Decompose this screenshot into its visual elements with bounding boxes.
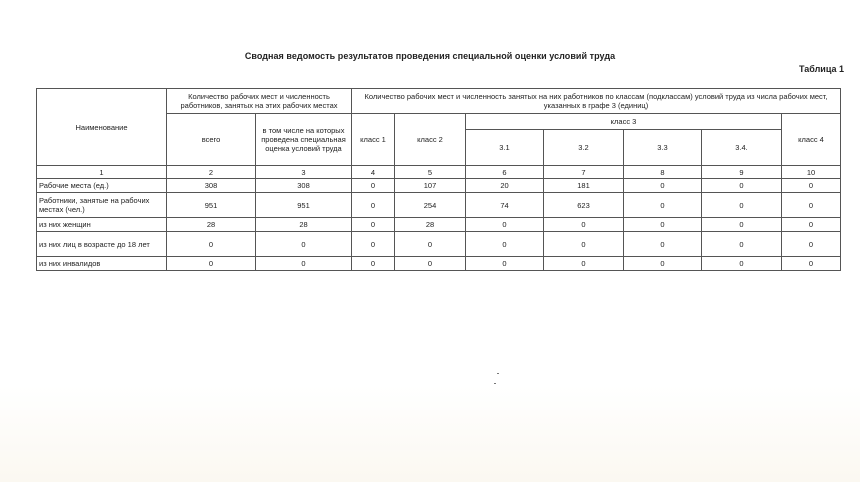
column-number: 1 [37,166,167,179]
column-number: 5 [395,166,466,179]
table-cell: 0 [624,232,702,257]
column-number: 9 [702,166,782,179]
header-class-1: класс 1 [352,114,395,166]
table-cell: 0 [544,232,624,257]
row-label: из них инвалидов [37,257,167,271]
row-label: из них женщин [37,218,167,232]
table-cell: 0 [352,179,395,193]
row-label: Рабочие места (ед.) [37,179,167,193]
table-cell: 0 [624,218,702,232]
table-cell: 254 [395,193,466,218]
header-class-2: класс 2 [395,114,466,166]
header-class-3: класс 3 [466,114,782,130]
table-cell: 0 [256,257,352,271]
table-cell: 0 [544,218,624,232]
column-number: 3 [256,166,352,179]
table-cell: 0 [782,232,841,257]
scan-speck [497,373,499,374]
table-cell: 0 [167,257,256,271]
table-cell: 0 [782,193,841,218]
header-sub-3-2: 3.2 [544,130,624,166]
table-cell: 0 [624,193,702,218]
scan-speck [494,383,496,384]
table-cell: 951 [256,193,352,218]
table-cell: 181 [544,179,624,193]
table-row [37,232,841,257]
table-number-label: Таблица 1 [798,64,844,74]
table-row [37,193,841,218]
table-cell: 0 [167,232,256,257]
column-number: 10 [782,166,841,179]
table-cell: 107 [395,179,466,193]
header-sub-3-3: 3.3 [624,130,702,166]
header-name: Наименование [37,89,167,166]
table-cell: 74 [466,193,544,218]
column-number: 4 [352,166,395,179]
table-cell: 0 [624,257,702,271]
summary-table [36,88,841,271]
column-number-row [37,166,841,179]
table-cell: 0 [702,257,782,271]
table-cell: 0 [624,179,702,193]
table-cell: 0 [352,193,395,218]
table-cell: 0 [466,232,544,257]
table-cell: 0 [702,193,782,218]
document-title: Сводная ведомость результатов проведения специальной оценки условий труда [244,51,616,61]
table-cell: 0 [352,232,395,257]
column-number: 6 [466,166,544,179]
table-cell: 0 [702,218,782,232]
header-class-4: класс 4 [782,114,841,166]
table-cell: 28 [395,218,466,232]
table-cell: 308 [167,179,256,193]
table-cell: 0 [466,257,544,271]
table-cell: 0 [702,232,782,257]
table-cell: 623 [544,193,624,218]
table-cell: 28 [167,218,256,232]
table-cell: 0 [782,218,841,232]
table-cell: 0 [395,257,466,271]
header-group-workplaces: Количество рабочих мест и численность работников, занятых на этих рабочих местах [167,89,352,114]
table-cell: 0 [702,179,782,193]
row-label: из них лиц в возрасте до 18 лет [37,232,167,257]
header-group-classes: Количество рабочих мест и численность занятых на них работников по классам (подклассам) условий труда из числа рабочих мест, указанных в графе 3 (единиц) [352,89,841,114]
table-cell: 28 [256,218,352,232]
header-sub-3-1: 3.1 [466,130,544,166]
table-cell: 308 [256,179,352,193]
column-number: 2 [167,166,256,179]
table-cell: 951 [167,193,256,218]
table-cell: 0 [352,218,395,232]
column-number: 7 [544,166,624,179]
table-row [37,179,841,193]
header-assessed: в том числе на которых проведена специальная оценка условий труда [256,114,352,166]
table-cell: 20 [466,179,544,193]
table-cell: 0 [352,257,395,271]
header-sub-3-4: 3.4. [702,130,782,166]
table-row [37,257,841,271]
table-cell: 0 [782,179,841,193]
table-cell: 0 [256,232,352,257]
table-cell: 0 [544,257,624,271]
row-label: Работники, занятые на рабочих местах (чел.) [37,193,167,218]
table-cell: 0 [466,218,544,232]
header-total: всего [167,114,256,166]
table-cell: 0 [395,232,466,257]
column-number: 8 [624,166,702,179]
table-cell: 0 [782,257,841,271]
table-row [37,218,841,232]
